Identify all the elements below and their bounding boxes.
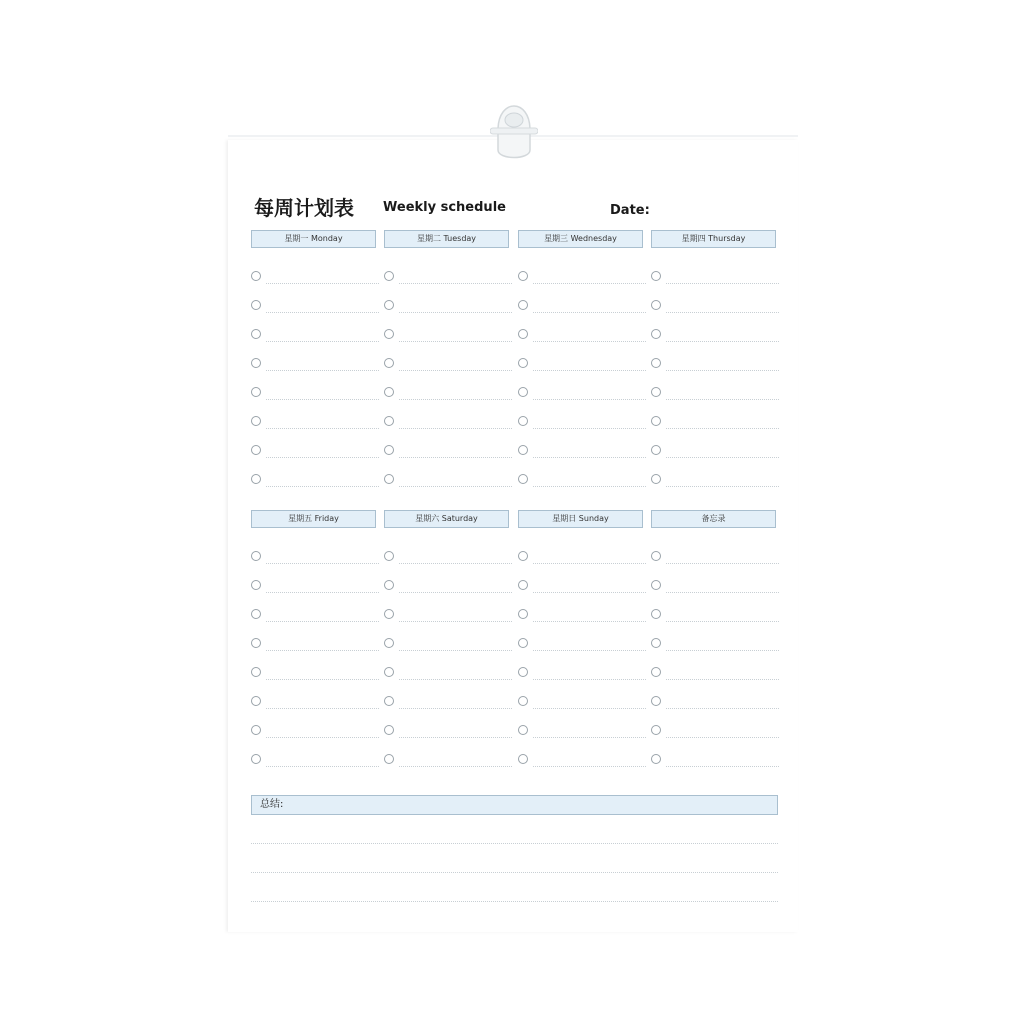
task-row-saturday[interactable]	[384, 725, 512, 739]
task-writing-line[interactable]	[533, 737, 646, 738]
task-row-friday[interactable]	[251, 580, 379, 594]
task-checkbox[interactable]	[651, 754, 661, 764]
task-writing-line[interactable]	[266, 283, 379, 284]
task-checkbox[interactable]	[384, 580, 394, 590]
task-row-monday[interactable]	[251, 474, 379, 488]
task-checkbox[interactable]	[251, 300, 261, 310]
task-checkbox[interactable]	[651, 445, 661, 455]
task-row-monday[interactable]	[251, 300, 379, 314]
task-checkbox[interactable]	[251, 696, 261, 706]
task-checkbox[interactable]	[251, 667, 261, 677]
task-writing-line[interactable]	[399, 650, 512, 651]
task-checkbox[interactable]	[651, 609, 661, 619]
task-writing-line[interactable]	[266, 708, 379, 709]
task-writing-line[interactable]	[666, 766, 779, 767]
task-checkbox[interactable]	[518, 725, 528, 735]
task-row-memo[interactable]	[651, 609, 779, 623]
task-writing-line[interactable]	[266, 457, 379, 458]
task-checkbox[interactable]	[384, 474, 394, 484]
task-checkbox[interactable]	[518, 329, 528, 339]
task-checkbox[interactable]	[518, 300, 528, 310]
task-row-tuesday[interactable]	[384, 300, 512, 314]
summary-writing-line[interactable]	[251, 872, 778, 873]
task-writing-line[interactable]	[666, 312, 779, 313]
task-checkbox[interactable]	[651, 416, 661, 426]
task-checkbox[interactable]	[518, 416, 528, 426]
task-writing-line[interactable]	[533, 679, 646, 680]
task-checkbox[interactable]	[651, 358, 661, 368]
task-row-thursday[interactable]	[651, 300, 779, 314]
task-writing-line[interactable]	[399, 312, 512, 313]
task-writing-line[interactable]	[399, 399, 512, 400]
task-row-thursday[interactable]	[651, 474, 779, 488]
task-row-thursday[interactable]	[651, 329, 779, 343]
column-header-friday: 星期五 Friday	[251, 510, 376, 528]
column-header-wednesday: 星期三 Wednesday	[518, 230, 643, 248]
task-row-sunday[interactable]	[518, 667, 646, 681]
task-checkbox[interactable]	[518, 358, 528, 368]
task-row-tuesday[interactable]	[384, 358, 512, 372]
task-writing-line[interactable]	[533, 592, 646, 593]
task-writing-line[interactable]	[399, 486, 512, 487]
task-checkbox[interactable]	[384, 416, 394, 426]
column-header-thursday: 星期四 Thursday	[651, 230, 776, 248]
task-row-saturday[interactable]	[384, 551, 512, 565]
task-row-thursday[interactable]	[651, 387, 779, 401]
task-writing-line[interactable]	[533, 621, 646, 622]
task-row-memo[interactable]	[651, 638, 779, 652]
task-writing-line[interactable]	[666, 737, 779, 738]
task-row-monday[interactable]	[251, 445, 379, 459]
task-row-wednesday[interactable]	[518, 416, 646, 430]
task-row-friday[interactable]	[251, 725, 379, 739]
task-writing-line[interactable]	[533, 370, 646, 371]
date-label: Date:	[610, 203, 650, 218]
task-row-tuesday[interactable]	[384, 445, 512, 459]
task-checkbox[interactable]	[651, 474, 661, 484]
task-writing-line[interactable]	[666, 679, 779, 680]
task-writing-line[interactable]	[399, 457, 512, 458]
task-row-wednesday[interactable]	[518, 271, 646, 285]
task-checkbox[interactable]	[251, 580, 261, 590]
task-writing-line[interactable]	[666, 370, 779, 371]
task-checkbox[interactable]	[651, 329, 661, 339]
task-writing-line[interactable]	[266, 621, 379, 622]
task-checkbox[interactable]	[651, 300, 661, 310]
task-row-saturday[interactable]	[384, 609, 512, 623]
task-checkbox[interactable]	[651, 387, 661, 397]
task-checkbox[interactable]	[251, 387, 261, 397]
task-writing-line[interactable]	[399, 283, 512, 284]
task-checkbox[interactable]	[251, 638, 261, 648]
task-row-sunday[interactable]	[518, 551, 646, 565]
task-row-monday[interactable]	[251, 271, 379, 285]
task-writing-line[interactable]	[666, 341, 779, 342]
task-row-sunday[interactable]	[518, 580, 646, 594]
task-row-wednesday[interactable]	[518, 474, 646, 488]
task-checkbox[interactable]	[384, 271, 394, 281]
task-row-tuesday[interactable]	[384, 474, 512, 488]
task-writing-line[interactable]	[266, 399, 379, 400]
task-checkbox[interactable]	[251, 329, 261, 339]
task-checkbox[interactable]	[384, 445, 394, 455]
task-checkbox[interactable]	[251, 609, 261, 619]
task-row-friday[interactable]	[251, 638, 379, 652]
task-row-saturday[interactable]	[384, 580, 512, 594]
task-writing-line[interactable]	[533, 399, 646, 400]
task-row-sunday[interactable]	[518, 696, 646, 710]
task-checkbox[interactable]	[518, 445, 528, 455]
task-writing-line[interactable]	[666, 457, 779, 458]
task-row-monday[interactable]	[251, 387, 379, 401]
task-writing-line[interactable]	[666, 650, 779, 651]
task-writing-line[interactable]	[666, 592, 779, 593]
hanger-hook-icon	[490, 90, 538, 162]
task-checkbox[interactable]	[384, 551, 394, 561]
task-writing-line[interactable]	[399, 766, 512, 767]
task-checkbox[interactable]	[384, 696, 394, 706]
task-row-memo[interactable]	[651, 551, 779, 565]
task-writing-line[interactable]	[666, 399, 779, 400]
task-writing-line[interactable]	[533, 312, 646, 313]
task-checkbox[interactable]	[384, 609, 394, 619]
task-row-friday[interactable]	[251, 551, 379, 565]
task-row-saturday[interactable]	[384, 696, 512, 710]
task-row-thursday[interactable]	[651, 416, 779, 430]
task-row-memo[interactable]	[651, 696, 779, 710]
task-writing-line[interactable]	[666, 708, 779, 709]
task-checkbox[interactable]	[384, 300, 394, 310]
task-row-monday[interactable]	[251, 416, 379, 430]
task-checkbox[interactable]	[251, 416, 261, 426]
task-row-wednesday[interactable]	[518, 387, 646, 401]
task-row-friday[interactable]	[251, 696, 379, 710]
task-row-wednesday[interactable]	[518, 445, 646, 459]
task-writing-line[interactable]	[399, 737, 512, 738]
task-checkbox[interactable]	[651, 580, 661, 590]
task-writing-line[interactable]	[266, 341, 379, 342]
task-row-monday[interactable]	[251, 329, 379, 343]
task-checkbox[interactable]	[251, 445, 261, 455]
task-row-monday[interactable]	[251, 358, 379, 372]
task-row-thursday[interactable]	[651, 358, 779, 372]
task-writing-line[interactable]	[266, 486, 379, 487]
task-row-sunday[interactable]	[518, 754, 646, 768]
task-checkbox[interactable]	[251, 754, 261, 764]
task-checkbox[interactable]	[518, 696, 528, 706]
task-row-tuesday[interactable]	[384, 271, 512, 285]
task-checkbox[interactable]	[251, 271, 261, 281]
task-checkbox[interactable]	[251, 725, 261, 735]
task-writing-line[interactable]	[399, 679, 512, 680]
column-header-monday: 星期一 Monday	[251, 230, 376, 248]
task-writing-line[interactable]	[666, 428, 779, 429]
task-writing-line[interactable]	[266, 737, 379, 738]
task-checkbox[interactable]	[251, 358, 261, 368]
task-writing-line[interactable]	[533, 650, 646, 651]
column-header-memo: 备忘录	[651, 510, 776, 528]
task-writing-line[interactable]	[666, 563, 779, 564]
task-checkbox[interactable]	[384, 387, 394, 397]
task-row-sunday[interactable]	[518, 638, 646, 652]
task-row-memo[interactable]	[651, 725, 779, 739]
task-writing-line[interactable]	[266, 679, 379, 680]
task-checkbox[interactable]	[384, 358, 394, 368]
task-row-saturday[interactable]	[384, 754, 512, 768]
task-checkbox[interactable]	[384, 329, 394, 339]
task-row-thursday[interactable]	[651, 445, 779, 459]
task-writing-line[interactable]	[399, 563, 512, 564]
task-writing-line[interactable]	[399, 708, 512, 709]
summary-writing-line[interactable]	[251, 843, 778, 844]
task-row-wednesday[interactable]	[518, 329, 646, 343]
task-writing-line[interactable]	[399, 370, 512, 371]
task-row-friday[interactable]	[251, 667, 379, 681]
task-writing-line[interactable]	[266, 370, 379, 371]
task-checkbox[interactable]	[651, 696, 661, 706]
task-writing-line[interactable]	[533, 708, 646, 709]
task-writing-line[interactable]	[533, 283, 646, 284]
task-writing-line[interactable]	[399, 428, 512, 429]
task-checkbox[interactable]	[651, 725, 661, 735]
task-row-friday[interactable]	[251, 609, 379, 623]
title-chinese: 每周计划表	[254, 196, 354, 220]
task-writing-line[interactable]	[533, 428, 646, 429]
task-row-wednesday[interactable]	[518, 358, 646, 372]
column-header-tuesday: 星期二 Tuesday	[384, 230, 509, 248]
task-row-sunday[interactable]	[518, 609, 646, 623]
task-writing-line[interactable]	[666, 486, 779, 487]
task-checkbox[interactable]	[518, 271, 528, 281]
task-row-tuesday[interactable]	[384, 416, 512, 430]
column-header-saturday: 星期六 Saturday	[384, 510, 509, 528]
task-checkbox[interactable]	[251, 474, 261, 484]
task-row-memo[interactable]	[651, 667, 779, 681]
task-checkbox[interactable]	[518, 580, 528, 590]
summary-writing-line[interactable]	[251, 901, 778, 902]
task-checkbox[interactable]	[518, 387, 528, 397]
task-writing-line[interactable]	[666, 621, 779, 622]
task-writing-line[interactable]	[266, 650, 379, 651]
task-checkbox[interactable]	[518, 638, 528, 648]
title-english: Weekly schedule	[383, 200, 506, 215]
task-writing-line[interactable]	[533, 486, 646, 487]
task-writing-line[interactable]	[533, 341, 646, 342]
task-writing-line[interactable]	[266, 766, 379, 767]
task-writing-line[interactable]	[533, 457, 646, 458]
task-row-saturday[interactable]	[384, 667, 512, 681]
task-checkbox[interactable]	[518, 609, 528, 619]
task-checkbox[interactable]	[384, 725, 394, 735]
task-row-tuesday[interactable]	[384, 387, 512, 401]
task-checkbox[interactable]	[651, 638, 661, 648]
task-row-memo[interactable]	[651, 580, 779, 594]
task-row-saturday[interactable]	[384, 638, 512, 652]
task-checkbox[interactable]	[651, 271, 661, 281]
task-writing-line[interactable]	[266, 428, 379, 429]
task-checkbox[interactable]	[384, 754, 394, 764]
task-checkbox[interactable]	[518, 667, 528, 677]
task-writing-line[interactable]	[399, 341, 512, 342]
task-row-tuesday[interactable]	[384, 329, 512, 343]
summary-header: 总结:	[251, 795, 778, 815]
task-checkbox[interactable]	[518, 754, 528, 764]
task-writing-line[interactable]	[533, 766, 646, 767]
task-writing-line[interactable]	[533, 563, 646, 564]
column-header-sunday: 星期日 Sunday	[518, 510, 643, 528]
task-writing-line[interactable]	[266, 563, 379, 564]
task-checkbox[interactable]	[651, 667, 661, 677]
task-writing-line[interactable]	[266, 312, 379, 313]
task-writing-line[interactable]	[399, 592, 512, 593]
task-checkbox[interactable]	[518, 551, 528, 561]
task-checkbox[interactable]	[384, 638, 394, 648]
task-checkbox[interactable]	[518, 474, 528, 484]
task-row-wednesday[interactable]	[518, 300, 646, 314]
task-checkbox[interactable]	[384, 667, 394, 677]
task-row-thursday[interactable]	[651, 271, 779, 285]
task-writing-line[interactable]	[399, 621, 512, 622]
task-row-memo[interactable]	[651, 754, 779, 768]
task-row-friday[interactable]	[251, 754, 379, 768]
task-checkbox[interactable]	[651, 551, 661, 561]
task-checkbox[interactable]	[251, 551, 261, 561]
task-writing-line[interactable]	[666, 283, 779, 284]
task-row-sunday[interactable]	[518, 725, 646, 739]
task-writing-line[interactable]	[266, 592, 379, 593]
